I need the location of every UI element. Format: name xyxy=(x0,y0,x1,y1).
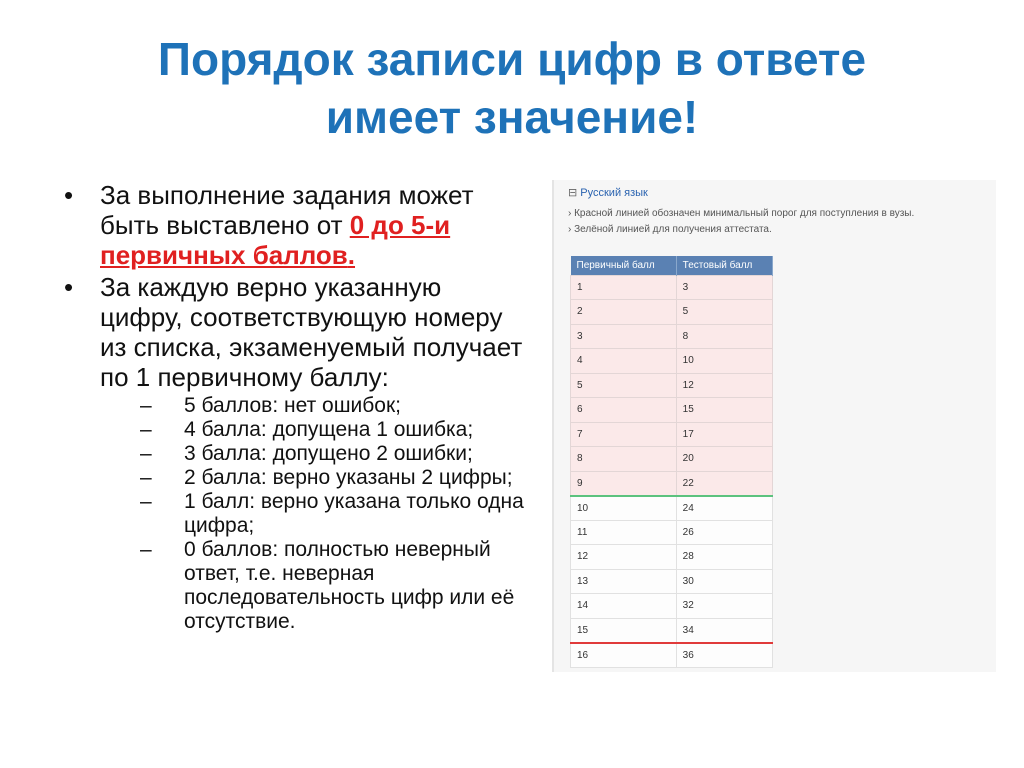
table-row xyxy=(571,398,773,423)
sub-item xyxy=(140,538,530,634)
dash-icon: – xyxy=(140,442,152,465)
score-conversion-panel xyxy=(552,180,996,672)
test-score-cell: 36 xyxy=(676,643,772,668)
dash-icon: – xyxy=(140,538,152,561)
sub-item xyxy=(140,394,530,418)
table-row xyxy=(571,520,773,545)
bullet-item xyxy=(60,180,530,270)
primary-score-cell: 8 xyxy=(571,447,677,472)
title-line-2: имеет значение! xyxy=(325,91,699,143)
sub-item-text: 2 балла: верно указаны 2 цифры; xyxy=(184,466,513,489)
primary-score-cell: 13 xyxy=(571,569,677,594)
sub-item-text: 0 баллов: полностью неверный ответ, т.е. неверная последовательность цифр или её отсутствие. xyxy=(184,538,515,633)
collapse-icon[interactable]: ⊟ xyxy=(568,187,578,199)
sub-item-text: 1 балл: верно указана только одна цифра; xyxy=(184,490,524,537)
sub-item xyxy=(140,418,530,442)
table-row xyxy=(571,569,773,594)
primary-score-cell: 7 xyxy=(571,422,677,447)
score-range-highlight: 0 до 5-и первичных баллов xyxy=(100,210,451,270)
primary-score-cell: 3 xyxy=(571,324,677,349)
table-row xyxy=(571,373,773,398)
test-score-cell: 12 xyxy=(676,373,772,398)
test-score-cell: 3 xyxy=(676,275,772,300)
table-row xyxy=(571,300,773,325)
dash-icon: – xyxy=(140,418,152,441)
primary-score-cell: 15 xyxy=(571,618,677,643)
test-score-cell: 32 xyxy=(676,594,772,619)
table-row xyxy=(571,643,773,668)
test-score-cell: 17 xyxy=(676,422,772,447)
table-row xyxy=(571,471,773,496)
table-row xyxy=(571,422,773,447)
dash-icon: – xyxy=(140,394,152,417)
table-row xyxy=(571,545,773,570)
primary-score-cell: 10 xyxy=(571,496,677,521)
bullet-dot-icon: • xyxy=(64,272,74,302)
primary-score-cell: 2 xyxy=(571,300,677,325)
test-score-cell: 26 xyxy=(676,520,772,545)
highlight-period: . xyxy=(347,240,356,270)
sub-item-text: 3 балла: допущено 2 ошибки; xyxy=(184,442,473,465)
test-score-cell: 10 xyxy=(676,349,772,374)
sub-list xyxy=(140,394,530,634)
test-score-cell: 15 xyxy=(676,398,772,423)
bullet-item xyxy=(60,272,530,634)
panel-heading[interactable] xyxy=(568,186,648,199)
primary-score-cell: 6 xyxy=(571,398,677,423)
table-header-row xyxy=(571,256,773,275)
dash-icon: – xyxy=(140,466,152,489)
primary-score-cell: 1 xyxy=(571,275,677,300)
test-score-cell: 8 xyxy=(676,324,772,349)
test-score-cell: 34 xyxy=(676,618,772,643)
primary-score-cell: 14 xyxy=(571,594,677,619)
sub-item-text: 5 баллов: нет ошибок; xyxy=(184,394,402,417)
test-score-cell: 28 xyxy=(676,545,772,570)
test-score-cell: 30 xyxy=(676,569,772,594)
primary-score-cell: 5 xyxy=(571,373,677,398)
bullet-text: За выполнение задания может быть выставлено от xyxy=(100,180,474,240)
bullet-text: За каждую верно указанную цифру, соответствующую номеру из списка, экзаменуемый получает по 1 первичному баллу: xyxy=(100,272,523,392)
primary-score-cell: 9 xyxy=(571,471,677,496)
table-row xyxy=(571,496,773,521)
table-row xyxy=(571,275,773,300)
primary-score-cell: 11 xyxy=(571,520,677,545)
green-line-note: › Зелёной линией для получения аттестата. xyxy=(568,224,772,235)
test-score-cell: 5 xyxy=(676,300,772,325)
table-row xyxy=(571,349,773,374)
sub-item xyxy=(140,466,530,490)
slide-title xyxy=(0,30,1024,146)
score-table xyxy=(570,256,773,668)
test-score-cell: 22 xyxy=(676,471,772,496)
sub-item-text: 4 балла: допущена 1 ошибка; xyxy=(184,418,474,441)
test-score-cell: 20 xyxy=(676,447,772,472)
table-row xyxy=(571,618,773,643)
sub-item xyxy=(140,490,530,538)
primary-score-cell: 16 xyxy=(571,643,677,668)
primary-score-cell: 12 xyxy=(571,545,677,570)
table-row xyxy=(571,447,773,472)
bullet-list xyxy=(60,180,530,636)
title-line-1: Порядок записи цифр в ответе xyxy=(157,33,867,85)
red-line-note: › Красной линией обозначен минимальный порог для поступления в вузы. xyxy=(568,208,915,219)
table-row xyxy=(571,594,773,619)
column-header-primary: Первичный балл xyxy=(571,256,677,275)
primary-score-cell: 4 xyxy=(571,349,677,374)
test-score-cell: 24 xyxy=(676,496,772,521)
sub-item xyxy=(140,442,530,466)
panel-heading-text[interactable]: Русский язык xyxy=(580,187,648,199)
dash-icon: – xyxy=(140,490,152,513)
table-body xyxy=(571,275,773,667)
column-header-test: Тестовый балл xyxy=(676,256,772,275)
table-row xyxy=(571,324,773,349)
bullet-dot-icon: • xyxy=(64,180,74,210)
